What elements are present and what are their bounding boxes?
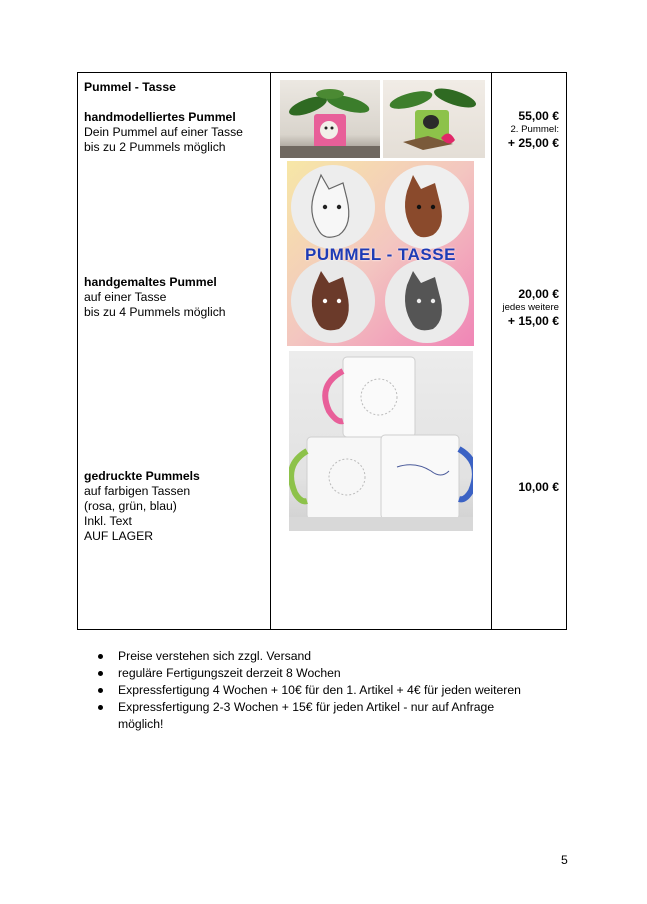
option3-line: Inkl. Text <box>84 514 132 528</box>
list-item: Preise verstehen sich zzgl. Versand <box>98 648 521 665</box>
column-divider <box>270 73 271 629</box>
option2-line: bis zu 4 Pummels möglich <box>84 305 226 319</box>
option2-extra: + 15,00 € <box>507 314 559 328</box>
photo-caption: PUMMEL - TASSE <box>305 245 456 264</box>
option2-note: jedes weitere <box>502 302 559 313</box>
option2-line: auf einer Tasse <box>84 290 167 304</box>
notes-list <box>98 648 521 733</box>
list-item: reguläre Fertigungszeit derzeit 8 Wochen <box>98 665 521 682</box>
option3-price-block <box>518 480 559 495</box>
option1-note: 2. Pummel: <box>510 124 559 135</box>
photo-green-mug-orchid <box>383 80 485 158</box>
option2-heading: handgemaltes Pummel <box>84 275 217 289</box>
option1-price: 55,00 € <box>518 109 559 123</box>
list-item: Expressfertigung 2-3 Wochen + 15€ für jeden Artikel - nur auf Anfrage <box>98 699 521 716</box>
bullet-icon <box>98 654 103 659</box>
option1-extra: + 25,00 € <box>507 136 559 150</box>
option2-price-block <box>502 287 559 329</box>
bullet-icon <box>98 705 103 710</box>
option1-heading: handmodelliertes Pummel <box>84 110 236 124</box>
photo-pink-mug-orchid <box>280 80 380 158</box>
option2-price: 20,00 € <box>518 287 559 301</box>
option1-line: bis zu 2 Pummels möglich <box>84 140 226 154</box>
product-title: Pummel - Tasse <box>84 80 176 94</box>
column-divider <box>491 73 492 629</box>
option3-line: auf farbigen Tassen <box>84 484 191 498</box>
option1-line: Dein Pummel auf einer Tasse <box>84 125 243 139</box>
option1-price-block <box>508 109 559 151</box>
photo-printed-mugs <box>289 351 473 531</box>
bullet-icon <box>98 688 103 693</box>
option3-heading: gedruckte Pummels <box>84 469 200 483</box>
bullet-icon <box>98 671 103 676</box>
photo-painted-horse-mugs <box>287 161 474 346</box>
option3-price: 10,00 € <box>518 480 559 494</box>
list-item-continuation: möglich! <box>118 717 164 731</box>
option3-line: AUF LAGER <box>84 529 154 543</box>
page-number: 5 <box>561 853 568 867</box>
list-item: Expressfertigung 4 Wochen + 10€ für den 1. Artikel + 4€ für jeden weiteren <box>98 682 521 699</box>
option3-line: (rosa, grün, blau) <box>84 499 177 513</box>
